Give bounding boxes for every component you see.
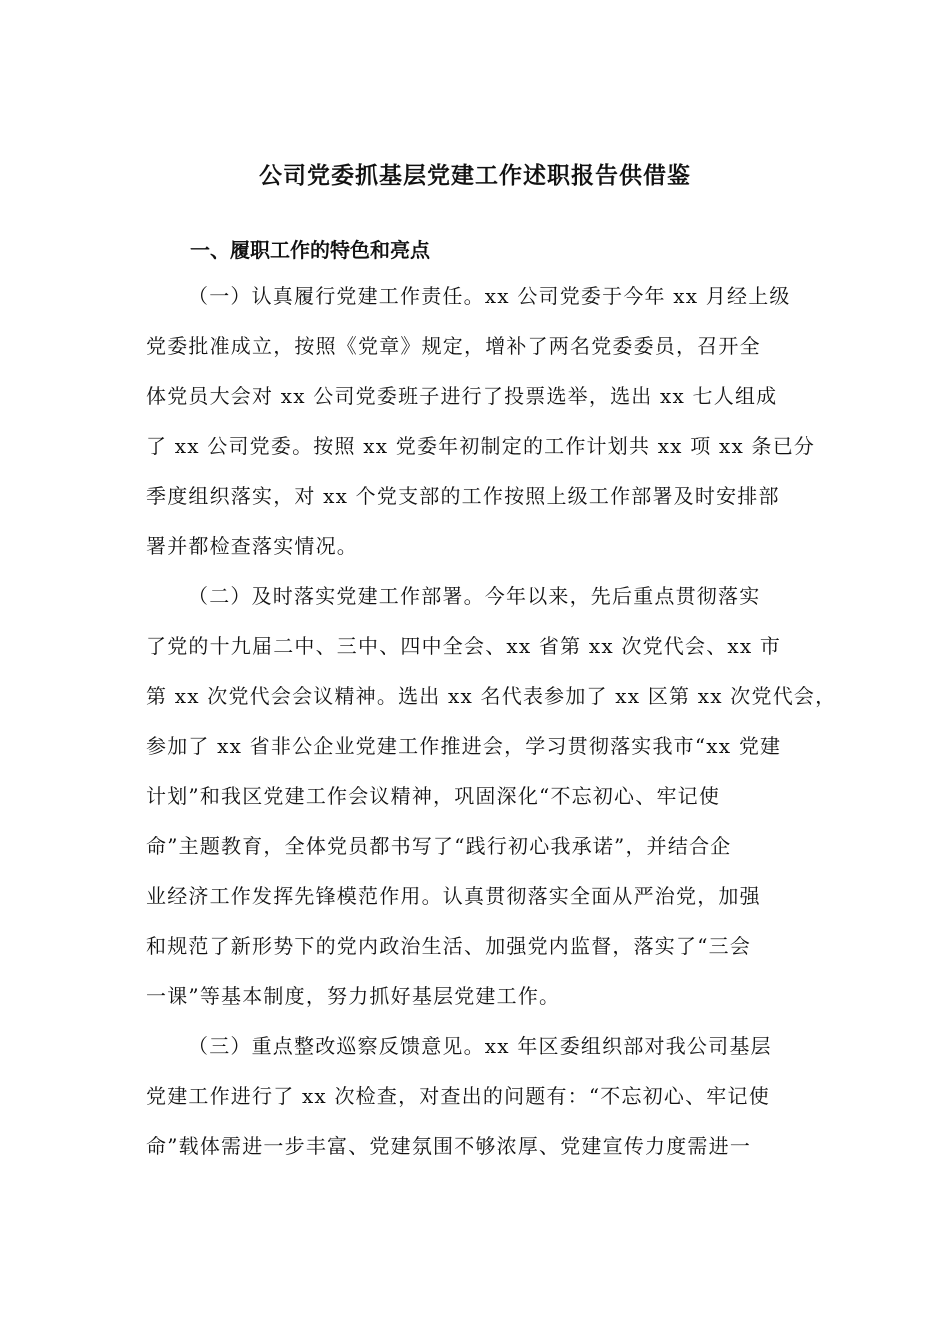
paragraph-line: 党建工作进行了 xx 次检查，对查出的问题有：“不忘初心、牢记使 <box>146 1084 770 1108</box>
paragraph-line: （一）认真履行党建工作责任。xx 公司党委于今年 xx 月经上级 <box>188 284 791 308</box>
paragraph-line: （二）及时落实党建工作部署。今年以来，先后重点贯彻落实 <box>188 584 761 608</box>
paragraph-line: 命”载体需进一步丰富、党建氛围不够浓厚、党建宣传力度需进一 <box>146 1134 752 1158</box>
paragraph-line: 第 xx 次党代会会议精神。选出 xx 名代表参加了 xx 区第 xx 次党代会， <box>146 684 837 708</box>
paragraph-line: 了 xx 公司党委。按照 xx 党委年初制定的工作计划共 xx 项 xx 条已分 <box>146 434 816 458</box>
paragraph-line: （三）重点整改巡察反馈意见。xx 年区委组织部对我公司基层 <box>188 1034 772 1058</box>
paragraph-line: 和规范了新形势下的党内政治生活、加强党内监督，落实了“三会 <box>146 934 752 958</box>
paragraph-line: 业经济工作发挥先锋模范作用。认真贯彻落实全面从严治党，加强 <box>146 884 761 908</box>
paragraph-line: 季度组织落实，对 xx 个党支部的工作按照上级工作部署及时安排部 <box>146 484 780 508</box>
paragraph-line: 党委批准成立，按照《党章》规定，增补了两名党委委员，召开全 <box>146 334 761 358</box>
paragraph-line: 了党的十九届二中、三中、四中全会、xx 省第 xx 次党代会、xx 市 <box>146 634 782 658</box>
paragraph-line: 体党员大会对 xx 公司党委班子进行了投票选举，选出 xx 七人组成 <box>146 384 778 408</box>
section-heading: 一、履职工作的特色和亮点 <box>190 238 430 262</box>
paragraph-line: 署并都检查落实情况。 <box>146 534 358 558</box>
paragraph-line: 计划”和我区党建工作会议精神，巩固深化“不忘初心、牢记使 <box>146 784 721 808</box>
paragraph-line: 参加了 xx 省非公企业党建工作推进会，学习贯彻落实我市“xx 党建 <box>146 734 782 758</box>
document-title: 公司党委抓基层党建工作述职报告供借鉴 <box>259 162 691 189</box>
paragraph-line: 一课”等基本制度，努力抓好基层党建工作。 <box>146 984 561 1008</box>
paragraph-line: 命”主题教育，全体党员都书写了“践行初心我承诺”，并结合企 <box>146 834 732 858</box>
